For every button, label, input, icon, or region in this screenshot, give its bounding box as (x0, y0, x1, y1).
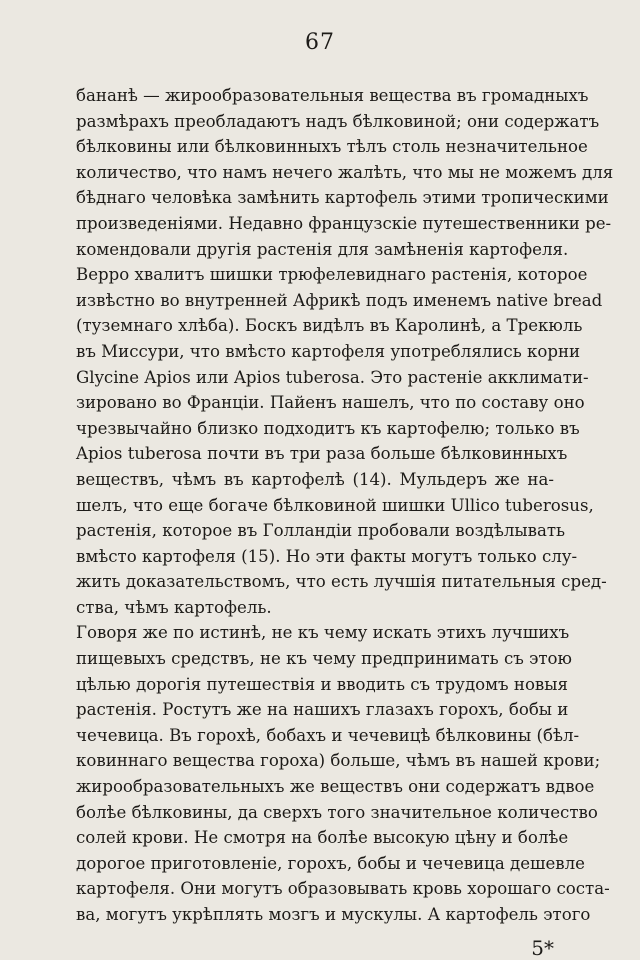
text-line: Верро хвалитъ шишки трюфелевиднаго растенія, которое (76, 265, 588, 285)
text-line: шелъ, что еще богаче бѣлковиной шишки Ullico tuberosus, (76, 495, 594, 515)
page-number: 67 (305, 30, 335, 55)
text-line: жирообразовательныхъ же веществъ они содержатъ вдвое (76, 777, 595, 797)
text-line: произведеніями. Недавно французскіе путешественники ре- (76, 213, 612, 233)
text-line: бѣднаго человѣка замѣнить картофель этими тропическими (76, 188, 609, 208)
signature-mark: 5* (531, 936, 554, 960)
text-line: растенія, которое въ Голландіи пробовали воздѣлывать (76, 521, 566, 541)
text-line: бананѣ — жирообразовательныя вещества въ громадныхъ (76, 86, 589, 105)
text-line: цѣлью дорогія путешествія и вводить съ трудомъ новыя (76, 674, 568, 694)
text-line: вмѣсто картофеля (15). Но эти факты могутъ только слу- (76, 546, 578, 566)
paragraph-start-line: Говоря же по истинѣ, не къ чему искать этихъ лучшихъ (76, 623, 570, 643)
body-text (76, 83, 614, 928)
text-line: Glycine Apios или Apios tuberosa. Это растеніе акклимати- (76, 367, 589, 387)
text-line: извѣстно во внутренней Африкѣ подъ именемъ native bread (76, 290, 603, 310)
text-line: бѣлковины или бѣлковинныхъ тѣлъ столь незначительное (76, 137, 588, 157)
text-line: болѣе бѣлковины, да сверхъ того значительное количество (76, 802, 598, 822)
text-line: картофеля. Они могутъ образовывать кровь хорошаго соста- (76, 879, 610, 899)
text-line: жить доказательствомъ, что есть лучшія питательныя сред- (76, 572, 607, 592)
text-line: ковиннаго вещества гороха) больше, чѣмъ въ нашей крови; (76, 751, 601, 771)
text-line: ва, могутъ укрѣплять мозгъ и мускулы. А картофель этого (76, 905, 591, 924)
text-line: комендовали другія растенія для замѣненія картофеля. (76, 239, 569, 259)
paragraph-end-line: ства, чѣмъ картофель. (76, 597, 272, 617)
text-line: веществъ, чѣмъ въ картофелѣ (14). Мульдеръ же на- (76, 469, 554, 489)
text-line: количество, что намъ нечего жалѣть, что мы не можемъ для (76, 162, 614, 182)
text-line: чечевица. Въ горохѣ, бобахъ и чечевицѣ бѣлковины (бѣл- (76, 725, 580, 745)
text-line: (туземнаго хлѣба). Боскъ видѣлъ въ Каролинѣ, а Трекюль (76, 316, 583, 336)
text-line: размѣрахъ преобладаютъ надъ бѣлковиной; они содержатъ (76, 111, 600, 131)
text-line: солей крови. Не смотря на болѣе высокую цѣну и болѣе (76, 828, 569, 848)
text-line: пищевыхъ средствъ, не къ чему предпринимать съ этою (76, 649, 572, 669)
text-line: чрезвычайно близко подходитъ къ картофелю; только въ (76, 418, 580, 438)
text-line: Apios tuberosa почти въ три раза больше бѣлковинныхъ (76, 444, 568, 464)
text-line: зировано во Франціи. Пайенъ нашелъ, что по составу оно (76, 393, 585, 413)
text-line: въ Миссури, что вмѣсто картофеля употреблялись корни (76, 341, 581, 361)
text-line: растенія. Ростутъ же на нашихъ глазахъ горохъ, бобы и (76, 700, 569, 720)
text-line: дорогое приготовленіе, горохъ, бобы и чечевица дешевле (76, 853, 585, 873)
